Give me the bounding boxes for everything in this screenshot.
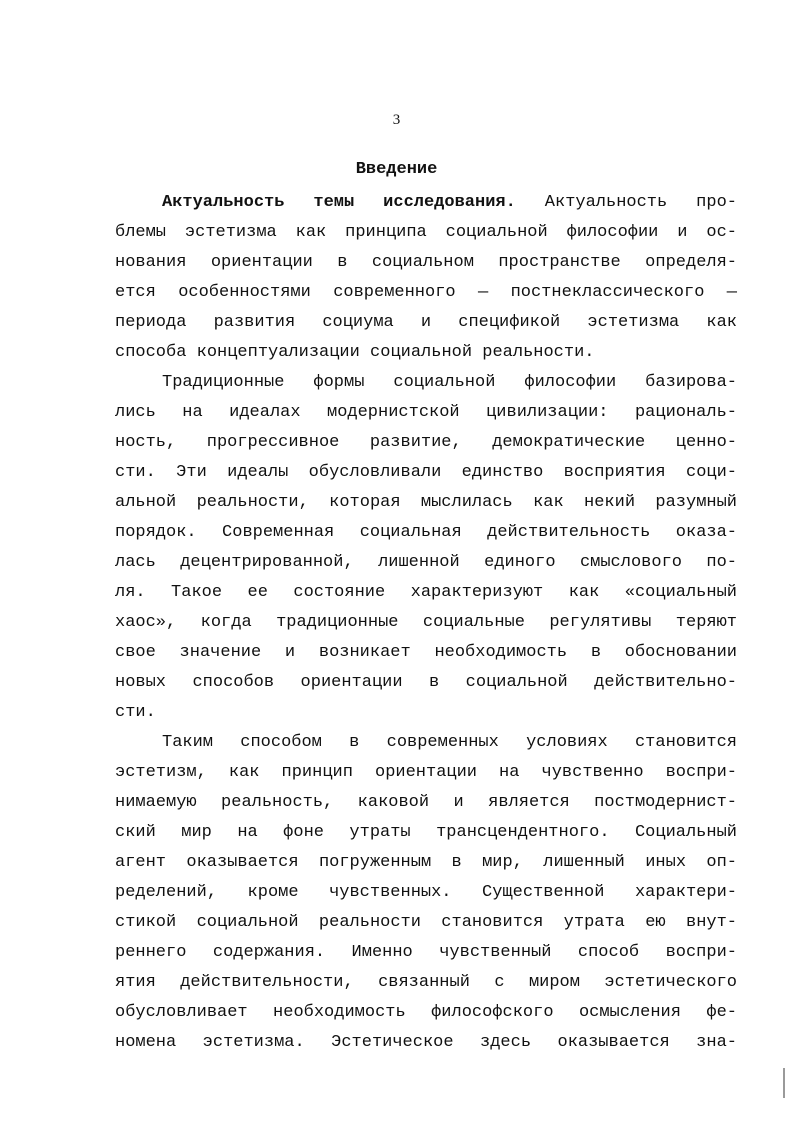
paragraph-line: эстетизм, как принцип ориентации на чувственно воспри- — [115, 763, 737, 782]
paragraph-line: новых способов ориентации в социальной действительно- — [115, 673, 737, 692]
paragraph-line: сти. — [115, 703, 156, 722]
paragraph-line: свое значение и возникает необходимость в обосновании — [115, 643, 737, 662]
paragraph-line: сти. Эти идеалы обусловливали единство восприятия соци- — [115, 463, 737, 482]
paragraph-line: Традиционные формы социальной философии базирова- — [162, 373, 737, 392]
paragraph-line: агент оказывается погруженным в мир, лишенный иных оп- — [115, 853, 737, 872]
paragraph-line: порядок. Современная социальная действительность оказа- — [115, 523, 737, 542]
paragraph-line: альной реальности, которая мыслилась как некий разумный — [115, 493, 737, 512]
paragraph-line: реннего содержания. Именно чувственный способ воспри- — [115, 943, 737, 962]
section-heading: Введение — [355, 160, 438, 179]
paragraph-line: лись на идеалах модернистской цивилизации: рациональ- — [115, 403, 737, 422]
paragraph-line: ятия действительности, связанный с миром эстетического — [115, 973, 737, 992]
paragraph-line: ский мир на фоне утраты трансцендентного. Социальный — [115, 823, 737, 842]
paragraph-line: лась децентрированной, лишенной единого смыслового по- — [115, 553, 737, 572]
paragraph-line: ется особенностями современного — постнеклассического — — [115, 283, 737, 302]
paragraph-line: ределений, кроме чувственных. Существенной характери- — [115, 883, 737, 902]
paragraph-line: ля. Такое ее состояние характеризуют как «социальный — [115, 583, 737, 602]
paragraph-line: стикой социальной реальности становится утрата ею внут- — [115, 913, 737, 932]
page-number: 3 — [392, 112, 401, 128]
paragraph-line: блемы эстетизма как принципа социальной философии и ос- — [115, 223, 737, 242]
paragraph-line: периода развития социума и спецификой эстетизма как — [115, 313, 737, 332]
paragraph-line: нования ориентации в социальном пространстве определя- — [115, 253, 737, 272]
paragraph-line: способа концептуализации социальной реальности. — [115, 343, 595, 362]
paragraph-line: Таким способом в современных условиях становится — [162, 733, 737, 752]
paragraph-line: хаос», когда традиционные социальные регулятивы теряют — [115, 613, 737, 632]
paragraph-line: обусловливает необходимость философского осмысления фе- — [115, 1003, 737, 1022]
paragraph-line: ность, прогрессивное развитие, демократические ценно- — [115, 433, 737, 452]
paragraph-line: нимаемую реальность, каковой и является постмодернист- — [115, 793, 737, 812]
paragraph-line: номена эстетизма. Эстетическое здесь оказывается зна- — [115, 1033, 737, 1052]
line-text: Актуальность про- — [515, 193, 737, 212]
bold-lead: Актуальность темы исследования. — [162, 193, 516, 212]
scan-edge-mark — [783, 1068, 785, 1098]
paragraph-line — [162, 193, 737, 213]
